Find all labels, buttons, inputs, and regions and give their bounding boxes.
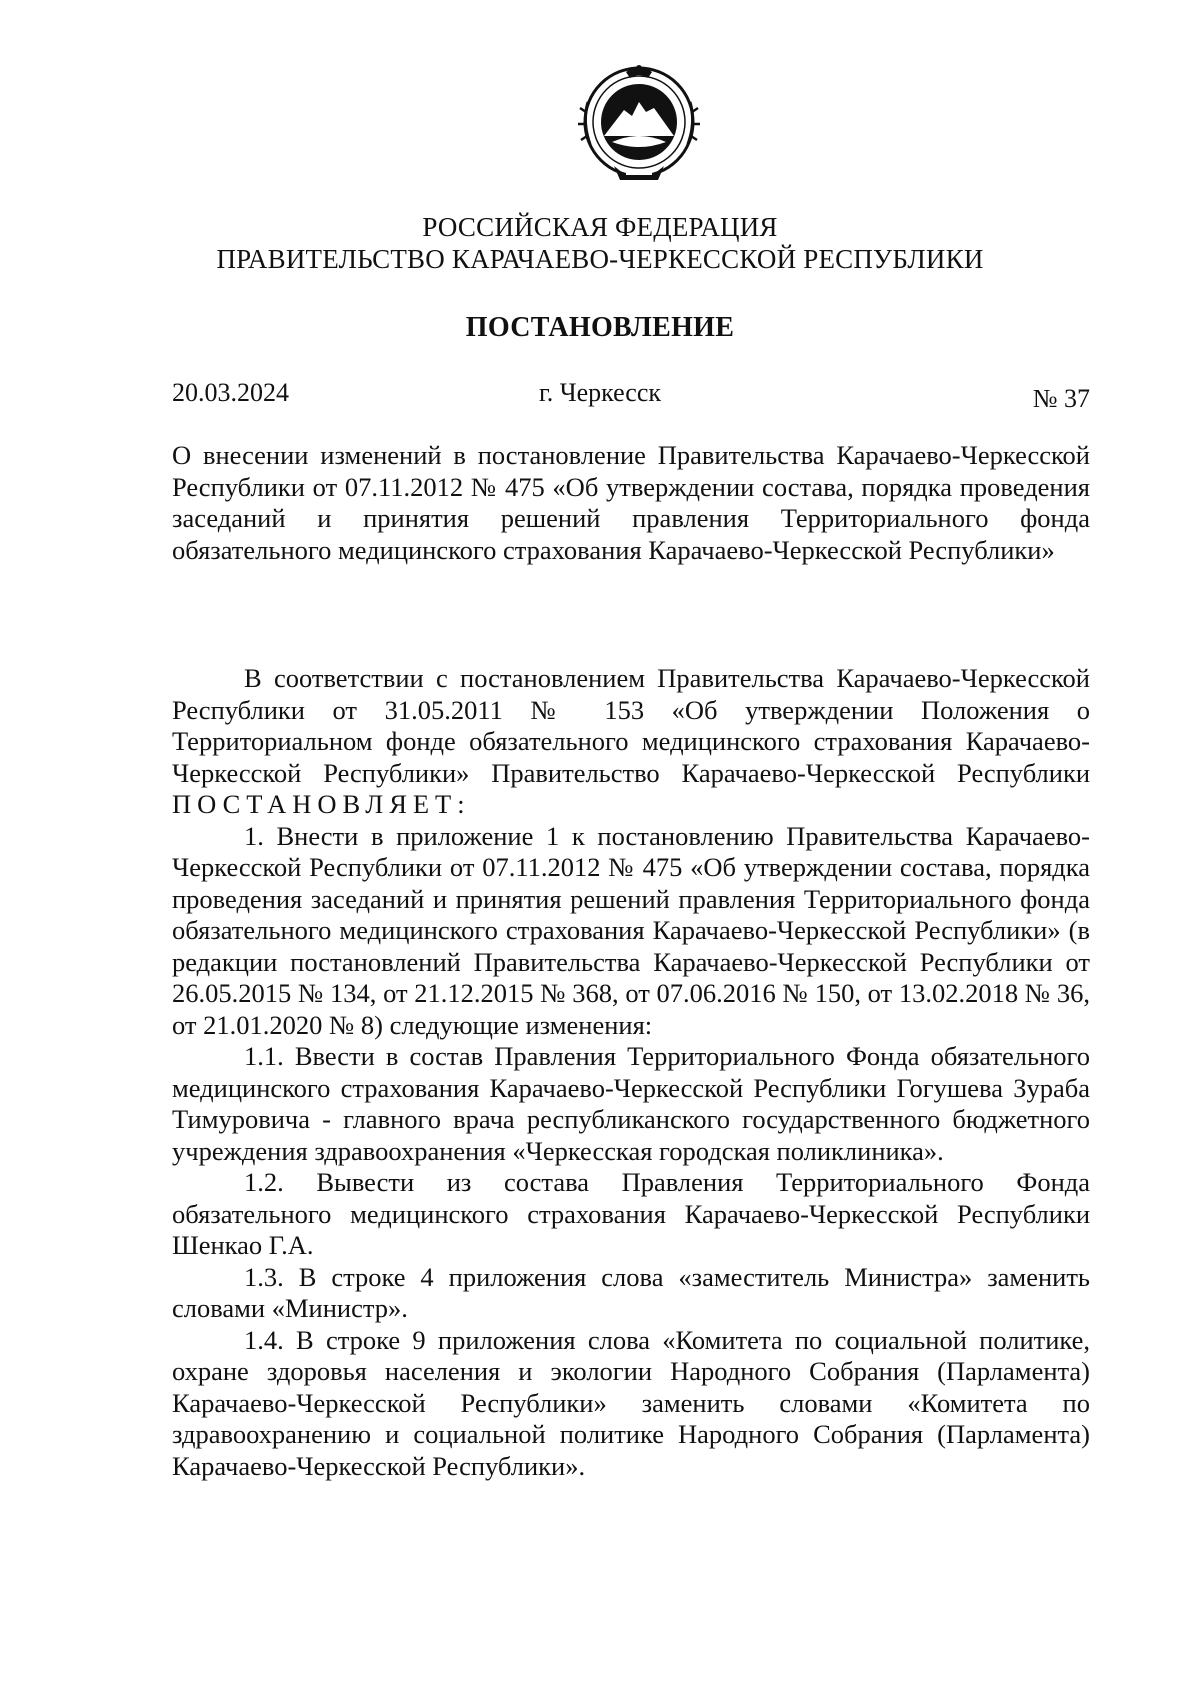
header-government: ПРАВИТЕЛЬСТВО КАРАЧАЕВО-ЧЕРКЕССКОЙ РЕСПУБЛИКИ bbox=[216, 244, 984, 274]
item-paragraph-1-2: 1.2. Вывести из состава Правления Территориального Фонда обязательного медицинского страхования Карачаево-Черкесской Республики Шенкао Г.А. bbox=[172, 1167, 1090, 1260]
decree-word: ПОСТАНОВЛЯЕТ: bbox=[172, 789, 471, 819]
preamble-text: В соответствии с постановлением Правительства Карачаево-Черкесской Республики от 31.05.2011 № 153 «Об утверждении Положения о Территориальном фонде обязательного медицинского страхования Карачаево-Черкесской Республики» Правительство Карачаево-Черкесской Республики bbox=[172, 663, 1090, 788]
item-paragraph-1: 1. Внести в приложение 1 к постановлению Правительства Карачаево-Черкесской Республики от 07.11.2012 № 475 «Об утверждении состава, порядка проведения заседаний и принятия решений правления Территориального фонда обязательного медицинского страхования Карачаево-Черкесской Республики» (в редакции постановлений Правительства Карачаево-Черкесской Республики от 26.05.2015 № 134, от 21.12.2015 № 368, от 07.06.2016 № 150, от 13.02.2018 № 36, от 21.01.2020 № 8) следующие изменения: bbox=[172, 820, 1090, 1040]
item-paragraph-1-1: 1.1. Ввести в состав Правления Территориального Фонда обязательного медицинского страхования Карачаево-Черкесской Республики Гогушева Зураба Тимуровича - главного врача республиканского государственного бюджетного учреждения здравоохранения «Черкесская городская поликлиника». bbox=[172, 1041, 1090, 1166]
document-body bbox=[172, 663, 1090, 1482]
document-subject: О внесении изменений в постановление Правительства Карачаево-Черкесской Республики от 07.11.2012 № 475 «Об утверждении состава, порядка проведения заседаний и принятия решений правления Территориального фонда обязательного медицинского страхования Карачаево-Черкесской Республики» bbox=[172, 440, 1090, 565]
document-type-title: ПОСТАНОВЛЕНИЕ bbox=[465, 312, 735, 343]
header-country: РОССИЙСКАЯ ФЕДЕРАЦИЯ bbox=[422, 212, 778, 242]
coat-of-arms-icon bbox=[574, 62, 704, 187]
document-number: № 37 bbox=[1032, 384, 1090, 413]
document-date: 20.03.2024 bbox=[172, 378, 289, 407]
item-paragraph-1-3: 1.3. В строке 4 приложения слова «заместитель Министра» заменить словами «Министр». bbox=[172, 1261, 1090, 1323]
item-paragraph-1-4: 1.4. В строке 9 приложения слова «Комитета по социальной политике, охране здоровья населения и экологии Народного Собрания (Парламента) Карачаево-Черкесской Республики» заменить словами «Комитета по здравоохранению и социальной политике Народного Собрания (Парламента) Карачаево-Черкесской Республики». bbox=[172, 1324, 1090, 1481]
preamble-paragraph bbox=[172, 663, 1090, 821]
document-city: г. Черкесск bbox=[538, 378, 662, 407]
